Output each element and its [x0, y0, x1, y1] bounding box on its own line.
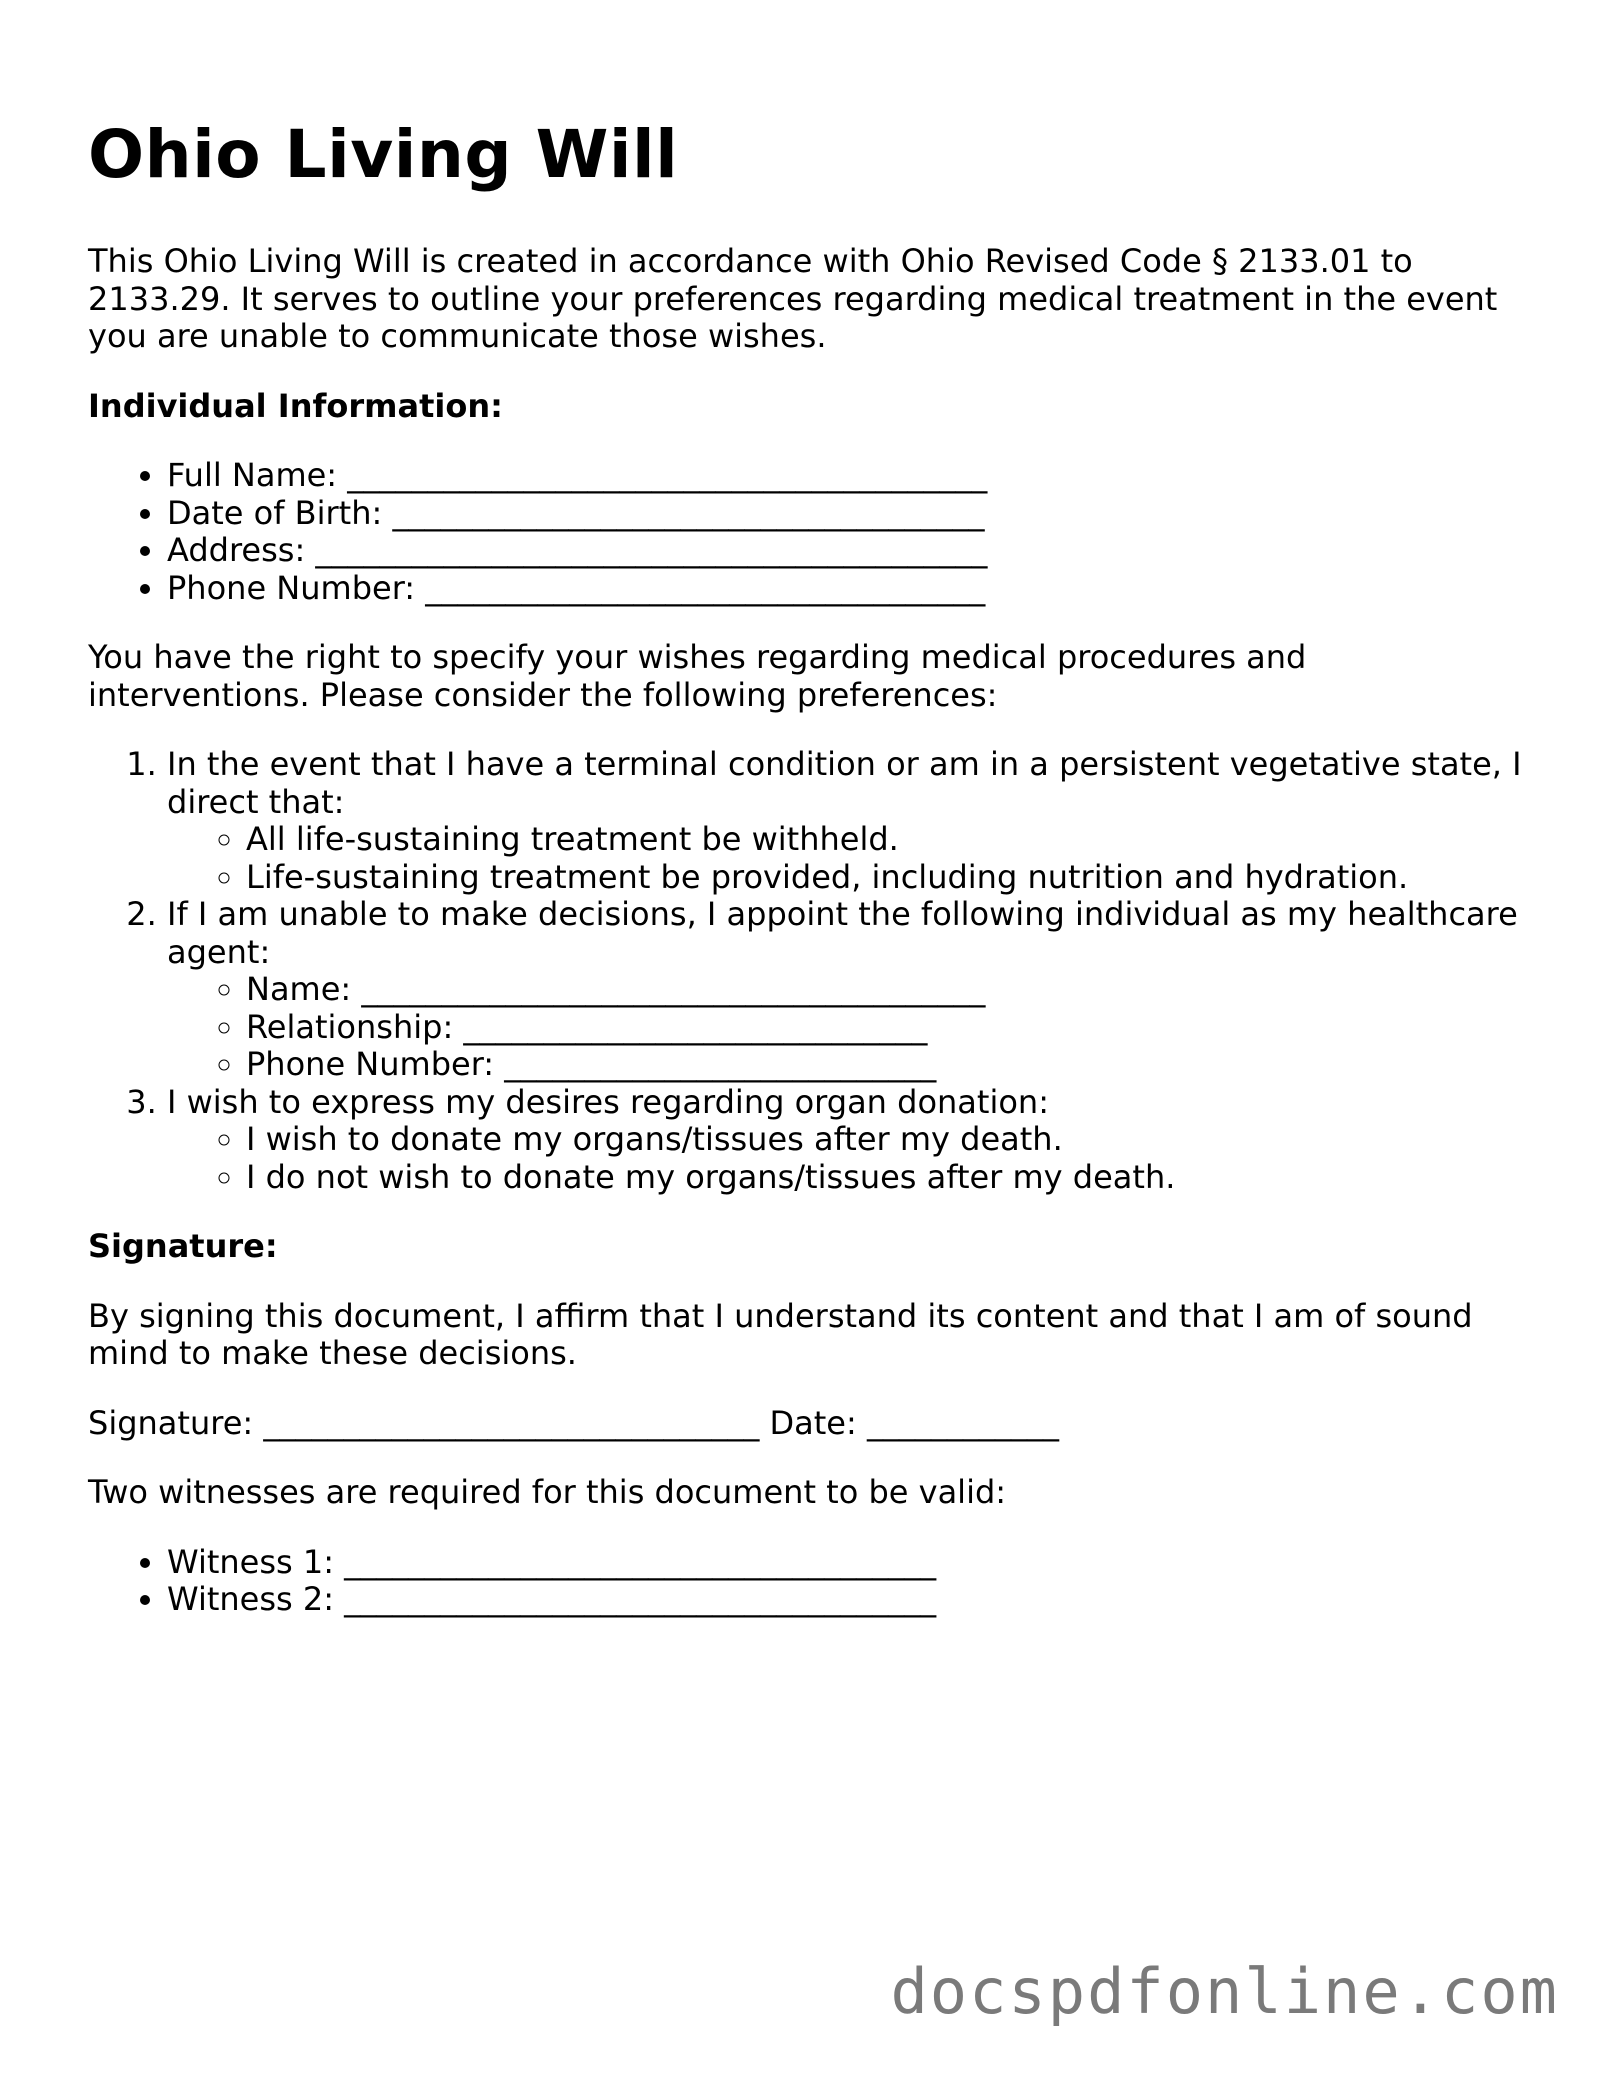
document-title: Ohio Living Will: [88, 116, 679, 193]
withhold-treatment-option[interactable]: ◦ All life-sustaining treatment be withheld.: [246, 821, 1528, 859]
watermark-text: docspdfonline.com: [890, 1955, 1559, 2028]
witness-2-field[interactable]: • Witness 2: _____________________________________: [167, 1581, 1528, 1619]
agent-phone-field[interactable]: ◦ Phone Number: ___________________________: [246, 1046, 1528, 1084]
donate-organs-option[interactable]: ◦ I wish to donate my organs/tissues after my death.: [246, 1121, 1528, 1159]
intro-paragraph: This Ohio Living Will is created in accordance with Ohio Revised Code § 2133.01 to 2133.29. It serves to outline your preferences regarding medical treatment in the event you are unable to communicate those wishes.: [88, 242, 1498, 355]
preference-text: If I am unable to make decisions, I appoint the following individual as my healthcare agent:: [167, 895, 1518, 971]
witness-list: [88, 1544, 1528, 1619]
full-name-field[interactable]: • Full Name: ________________________________________: [167, 457, 1528, 495]
agent-relationship-field[interactable]: ◦ Relationship: _____________________________: [246, 1009, 1528, 1047]
preference-item: [167, 896, 1528, 1084]
do-not-donate-option[interactable]: ◦ I do not wish to donate my organs/tissues after my death.: [246, 1159, 1528, 1197]
date-of-birth-field[interactable]: • Date of Birth: _____________________________________: [167, 495, 1528, 533]
preferences-list: [88, 746, 1528, 1196]
preference-item: [167, 1084, 1528, 1197]
witnesses-intro: Two witnesses are required for this document to be valid:: [88, 1473, 1007, 1511]
individual-info-heading: Individual Information:: [88, 386, 503, 425]
individual-info-list: [88, 457, 1528, 607]
agent-name-field[interactable]: ◦ Name: _______________________________________: [246, 971, 1528, 1009]
agent-fields: [167, 971, 1528, 1084]
rights-paragraph: You have the right to specify your wishes regarding medical procedures and interventions. Please consider the following preferences:: [88, 638, 1307, 714]
witness-1-field[interactable]: • Witness 1: _____________________________________: [167, 1544, 1528, 1582]
affirmation-paragraph: By signing this document, I affirm that I understand its content and that I am of sound mind to make these decisions.: [88, 1296, 1473, 1372]
signature-heading: Signature:: [88, 1227, 278, 1265]
organ-donation-options: [167, 1121, 1528, 1196]
preference-text: I wish to express my desires regarding organ donation:: [167, 1082, 1049, 1121]
preference-item: [167, 746, 1528, 896]
document-page: [88, 0, 1528, 1619]
provide-treatment-option[interactable]: ◦ Life-sustaining treatment be provided, including nutrition and hydration.: [246, 859, 1528, 897]
phone-number-field[interactable]: • Phone Number: ___________________________________: [167, 570, 1528, 608]
signature-date-line[interactable]: Signature: _______________________________ Date: ____________: [88, 1403, 1059, 1442]
treatment-options: [167, 821, 1528, 896]
address-field[interactable]: • Address: __________________________________________: [167, 532, 1528, 570]
preference-text: In the event that I have a terminal condition or am in a persistent vegetative state, I direct that:: [167, 745, 1522, 821]
